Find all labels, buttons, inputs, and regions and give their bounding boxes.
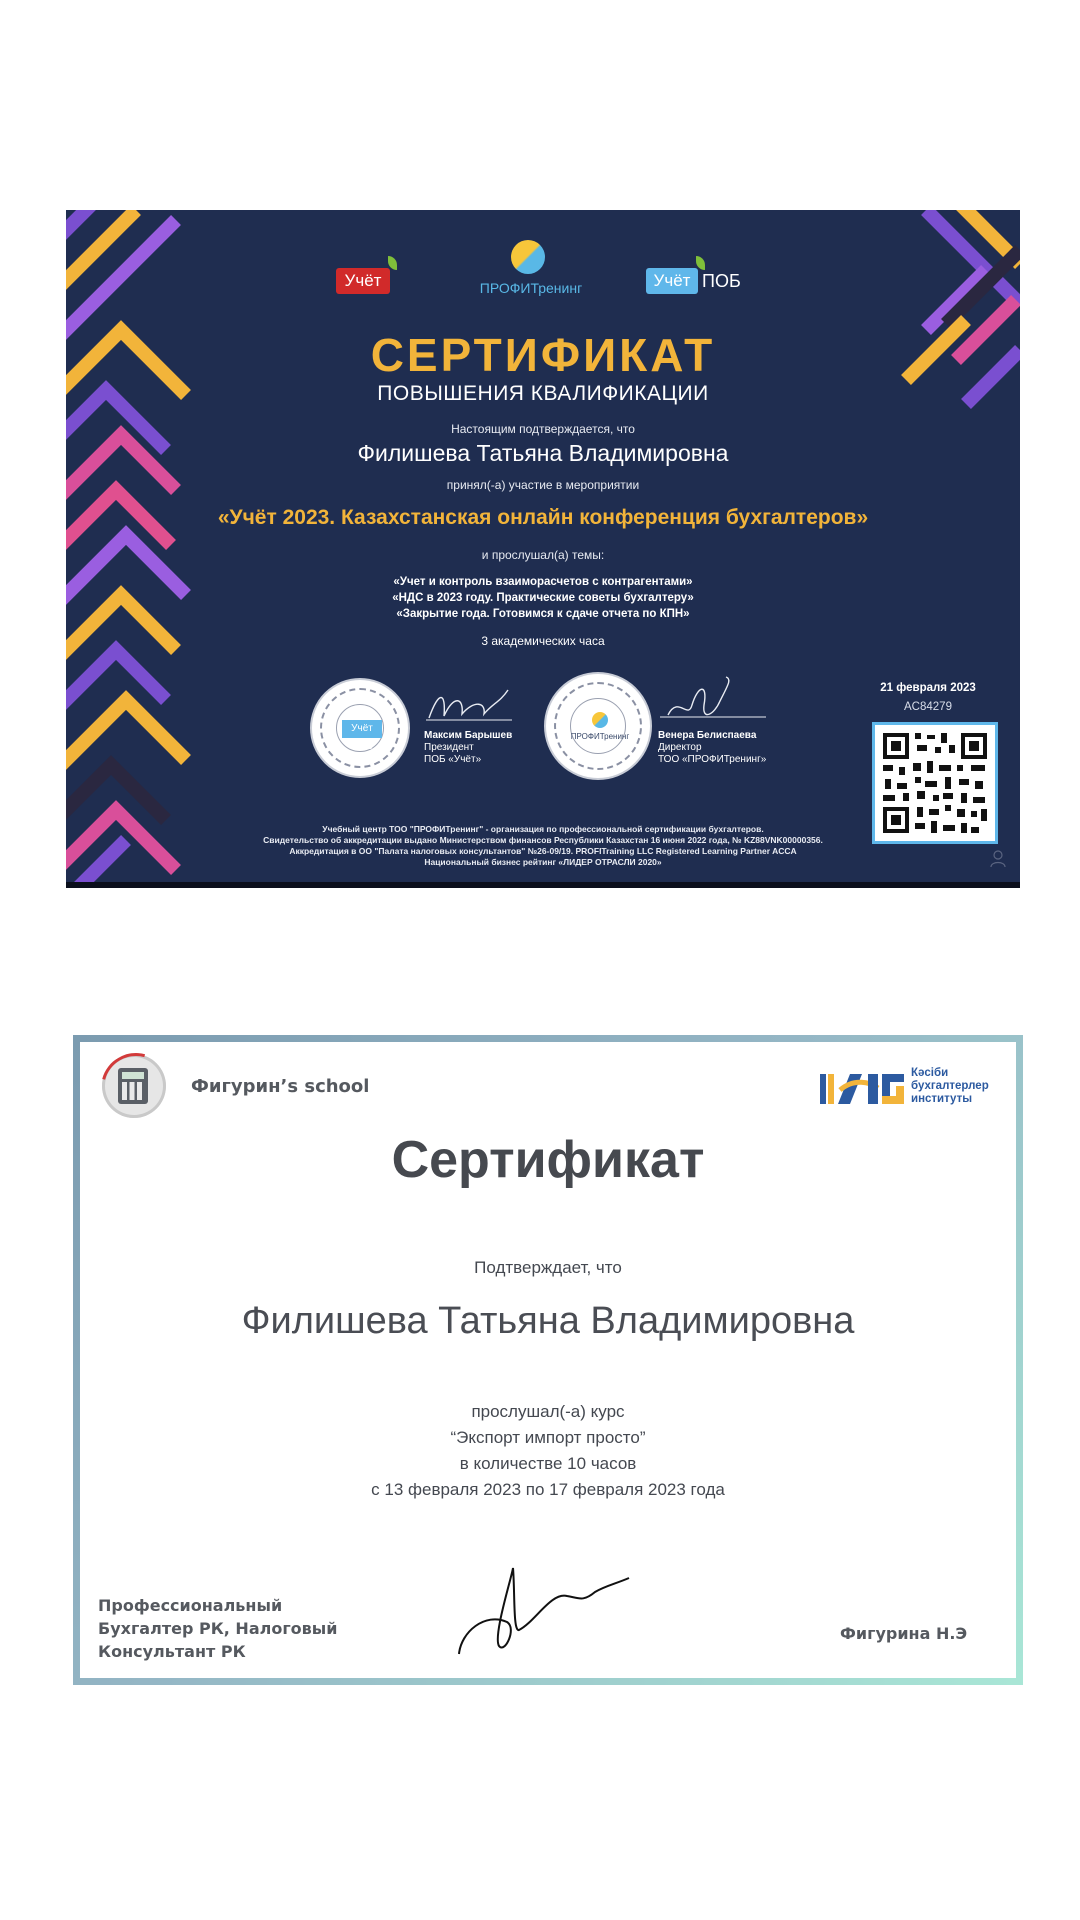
profi-training-logo-icon: [511, 240, 545, 274]
signer-name: Фигурина Н.Э: [840, 1624, 968, 1643]
signer-belispaeva: [658, 730, 766, 766]
stamp-label: Учёт ПОБ: [342, 720, 382, 738]
issue-date: 21 февраля 2023: [880, 682, 976, 694]
certificate-profi-training: [66, 210, 1020, 888]
user-icon: [990, 850, 1006, 868]
uchet-logo: Учёт: [336, 268, 390, 294]
certificate-subtitle: ПОВЫШЕНИЯ КВАЛИФИКАЦИИ: [377, 382, 709, 405]
certificate-figurin-school: [73, 1035, 1023, 1685]
stamp-label: ПРОФИТренинг: [570, 732, 630, 741]
caption-line: бухгалтерлер: [911, 1080, 989, 1092]
signer-name: Максим Барышев: [424, 730, 513, 741]
course-line: с 13 февраля 2023 по 17 февраля 2023 года: [371, 1480, 725, 1499]
caption-line: Профессиональный: [98, 1596, 283, 1615]
school-name: Фигурин’s school: [191, 1076, 370, 1097]
topic-item: «Учет и контроль взаиморасчетов с контрагентами»: [393, 576, 693, 588]
footer-line: Аккредитация в ОО "Палата налоговых консультантов" №26-09/19. PROFITraining LLC Registered Learning Partner ACCA: [289, 846, 797, 856]
signer-baryshev: [424, 730, 512, 766]
bottom-bar: [66, 882, 1020, 888]
confirms-text: Подтверждает, что: [474, 1258, 622, 1277]
topic-item: «НДС в 2023 году. Практические советы бухгалтеру»: [392, 592, 694, 604]
certificate-title: СЕРТИФИКАТ: [370, 329, 716, 381]
signature-belispaeva: [658, 675, 768, 730]
certificate-code: AC84279: [904, 701, 952, 713]
signer-org: ТОО «ПРОФИТренинг»: [658, 754, 767, 765]
certificate-title: Сертификат: [391, 1131, 705, 1189]
caption-line: Бухгалтер РК, Налоговый: [98, 1619, 338, 1638]
calculator-icon: [118, 1068, 148, 1104]
recipient-name: Филишева Татьяна Владимировна: [357, 440, 729, 466]
course-line: в количестве 10 часов: [459, 1454, 637, 1473]
topic-item: «Закрытие года. Готовимся к сдаче отчета по КПН»: [396, 608, 690, 620]
hours-text: 3 академических часа: [481, 634, 605, 648]
course-line: прослушал(-а) курс: [471, 1402, 625, 1421]
pob-institute-logo: [820, 1068, 906, 1108]
uchet-pob-stamp: [310, 678, 410, 778]
signer-role: Президент: [424, 742, 474, 753]
caption-line: Кәсіби: [911, 1067, 949, 1079]
event-title: «Учёт 2023. Казахстанская онлайн конференция бухгалтеров»: [217, 506, 869, 529]
signature-baryshev: [424, 680, 514, 730]
footer-line: Национальный бизнес рейтинг «ЛИДЕР ОТРАСЛИ 2020»: [424, 857, 662, 867]
participated-text: принял(-а) участие в мероприятии: [446, 478, 640, 492]
listened-text: и прослушал(а) темы:: [481, 548, 605, 562]
uchet-pob-logo: Учёт: [646, 268, 698, 294]
recipient-name: Филишева Татьяна Владимировна: [241, 1300, 855, 1342]
uchet-pob-logo-text: ПОБ: [702, 271, 741, 291]
figurin-school-logo: [102, 1054, 166, 1118]
profi-training-logo-text: ПРОФИТренинг: [479, 280, 583, 296]
signer-role: Директор: [658, 742, 702, 753]
footer-line: Учебный центр ТОО "ПРОФИТренинг" - организация по профессиональной сертификации бухгалтеров.: [322, 824, 764, 834]
profi-stamp-icon: [592, 712, 608, 728]
qualification-caption: [98, 1594, 337, 1663]
signature-figurina: [455, 1562, 675, 1662]
caption-line: Консультант РК: [98, 1642, 246, 1661]
pob-institute-caption: [911, 1067, 989, 1106]
signer-org: ПОБ «Учёт»: [424, 754, 482, 765]
signer-name: Венера Белиспаева: [658, 730, 757, 741]
course-line: “Экспорт импорт просто”: [450, 1428, 646, 1447]
confirms-text: Настоящим подтверждается, что: [451, 422, 635, 436]
footer-line: Свидетельство об аккредитации выдано Министерством финансов Республики Казахстан 16 июня 2022 года, № KZ88VNK00000356.: [263, 835, 823, 845]
profi-training-stamp: [544, 672, 652, 780]
caption-line: институты: [911, 1093, 973, 1105]
